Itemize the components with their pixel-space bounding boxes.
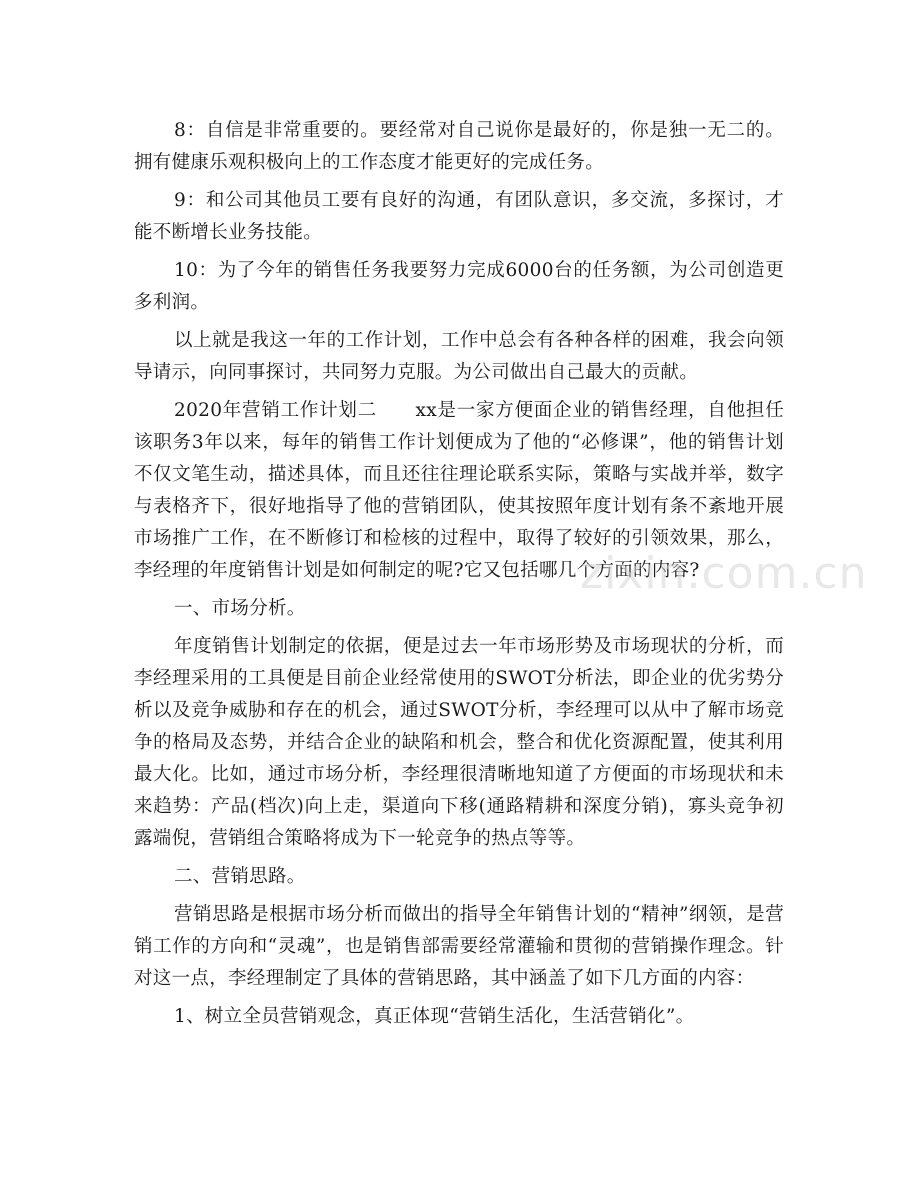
section-heading-market-analysis: 一、市场分析。 <box>174 598 306 619</box>
paragraph-item-10: 10：为了今年的销售任务我要努力完成6000台的任务额，为公司创造更多利润。 <box>134 260 784 313</box>
paragraph-plan-two-intro: 2020年营销工作计划二 xx是一家方便面企业的销售经理，自他担任该职务3年以来，每年的销售工作计划便成为了他的“必修课”，他的销售计划不仅文笔生动，描述具体，而且还往往理论联系实际，策略与实战并举，数字与表格齐下，很好地指导了他的营销团队，使其按照年度计划有条不紊地开展市场推广工作，在不断修订和检核的过程中，取得了较好的引领效果，那么，李经理的年度销售计划是如何制定的呢?它又包括哪几个方面的内容? <box>134 400 784 581</box>
paragraph-market-analysis: 年度销售计划制定的依据，便是过去一年市场形势及市场现状的分析，而李经理采用的工具便是目前企业经常使用的SWOT分析法，即企业的优劣势分析以及竞争威胁和存在的机会，通过SWOT分析，李经理可以从中了解市场竞争的格局及态势，并结合企业的缺陷和机会，整合和优化资源配置，使其利用最大化。比如，通过市场分析，李经理很清晰地知道了方便面的市场现状和未来趋势：产品(档次)向上走，渠道向下移(通路精耕和深度分销)，寡头竞争初露端倪，营销组合策略将成为下一轮竞争的热点等等。 <box>134 636 784 849</box>
section-heading-marketing-approach: 二、营销思路。 <box>174 866 306 887</box>
list-item-full-staff-marketing: 1、树立全员营销观念，真正体现“营销生活化，生活营销化”。 <box>174 1006 695 1027</box>
paragraph-item-9: 9：和公司其他员工要有良好的沟通，有团队意识，多交流，多探讨，才能不断增长业务技能。 <box>134 190 784 243</box>
document-body <box>134 115 784 1039</box>
paragraph-summary: 以上就是我这一年的工作计划，工作中总会有各种各样的困难，我会向领导请示，向同事探讨，共同努力克服。为公司做出自己最大的贡献。 <box>134 330 784 383</box>
watermark-text: zixin.com.cn <box>580 548 868 599</box>
paragraph-item-8: 8：自信是非常重要的。要经常对自己说你是最好的，你是独一无二的。拥有健康乐观积极向上的工作态度才能更好的完成任务。 <box>134 120 784 173</box>
paragraph-marketing-approach: 营销思路是根据市场分析而做出的指导全年销售计划的“精神”纲领，是营销工作的方向和“灵魂”，也是销售部需要经常灌输和贯彻的营销操作理念。针对这一点，李经理制定了具体的营销思路，其中涵盖了如下几方面的内容： <box>134 904 784 989</box>
